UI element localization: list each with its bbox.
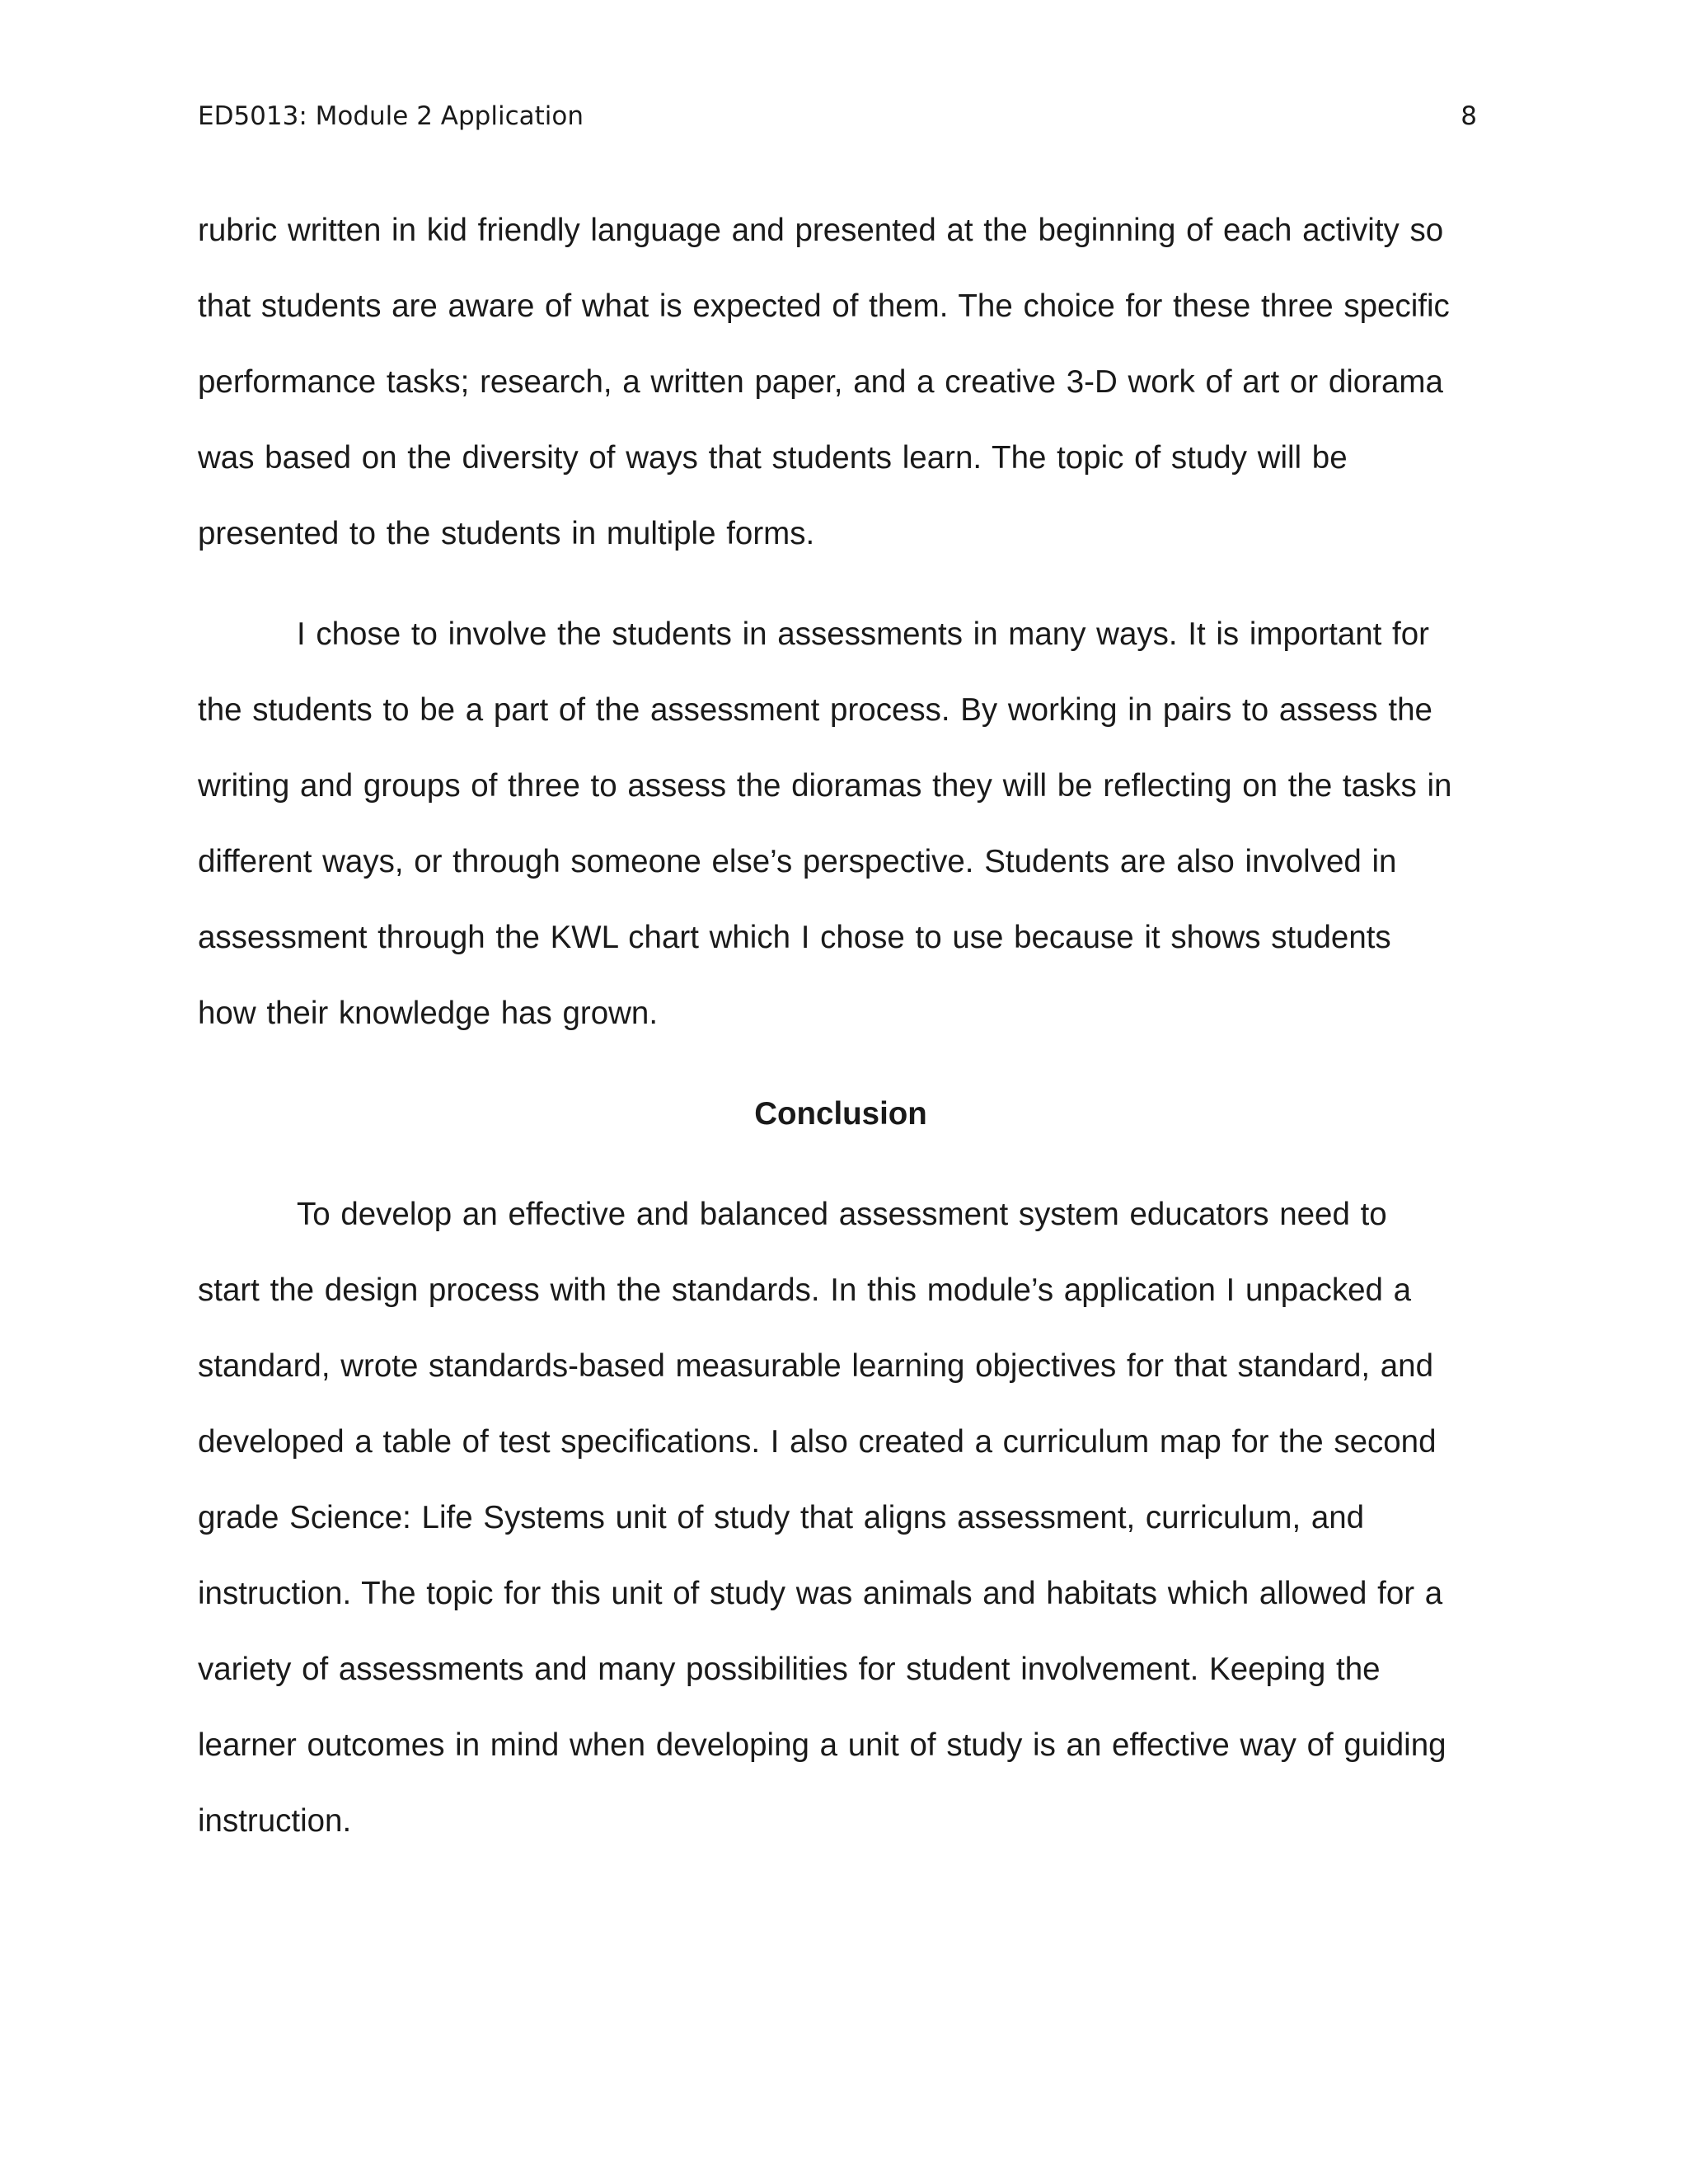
paragraph-line: instruction.: [198, 1803, 352, 1839]
paragraph-line: writing and groups of three to assess the dioramas they will be reflecting on the tasks in: [198, 768, 1452, 804]
paragraph-line: assessment through the KWL chart which I chose to use because it shows students: [198, 920, 1391, 955]
paragraph-spacer: [198, 572, 1484, 597]
paragraph-line: how their knowledge has grown.: [198, 996, 659, 1031]
paragraph-line: variety of assessments and many possibilities for student involvement. Keeping the: [198, 1652, 1381, 1687]
paragraph-1: [198, 193, 1484, 572]
paragraph-line: rubric written in kid friendly language and presented at the beginning of each activity so: [198, 213, 1444, 248]
paragraph-line: grade Science: Life Systems unit of study that aligns assessment, curriculum, and: [198, 1500, 1365, 1535]
paragraph-line: To develop an effective and balanced assessment system educators need to: [297, 1197, 1387, 1232]
paragraph-line: start the design process with the standards. In this module’s application I unpacked a: [198, 1272, 1412, 1308]
running-head: [198, 96, 1477, 137]
paragraph-line: was based on the diversity of ways that students learn. The topic of study will be: [198, 440, 1348, 476]
paragraph-line: that students are aware of what is expected of them. The choice for these three specific: [198, 288, 1450, 324]
paragraph-line: learner outcomes in mind when developing a unit of study is an effective way of guiding: [198, 1727, 1447, 1763]
paragraph-3: [198, 1177, 1484, 1859]
paragraph-2: [198, 597, 1484, 1052]
paragraph-line: different ways, or through someone else’s perspective. Students are also involved in: [198, 844, 1397, 879]
paragraph-line: I chose to involve the students in assessments in many ways. It is important for: [297, 616, 1429, 652]
section-heading-conclusion: Conclusion: [754, 1096, 927, 1132]
paragraph-line: standard, wrote standards-based measurable learning objectives for that standard, and: [198, 1348, 1433, 1384]
page-number: 8: [1461, 101, 1477, 131]
paragraph-line: developed a table of test specifications. I also created a curriculum map for the second: [198, 1424, 1437, 1460]
header-title: ED5013: Module 2 Application: [198, 101, 584, 131]
paragraph-spacer: [198, 1052, 1484, 1076]
paragraph-line: the students to be a part of the assessment process. By working in pairs to assess the: [198, 692, 1432, 728]
document-body: [198, 193, 1484, 1859]
paragraph-spacer: [198, 1152, 1484, 1177]
paragraph-line: performance tasks; research, a written paper, and a creative 3-D work of art or diorama: [198, 364, 1443, 400]
paragraph-line: instruction. The topic for this unit of study was animals and habitats which allowed for a: [198, 1576, 1443, 1611]
paragraph-line: presented to the students in multiple forms.: [198, 516, 815, 551]
